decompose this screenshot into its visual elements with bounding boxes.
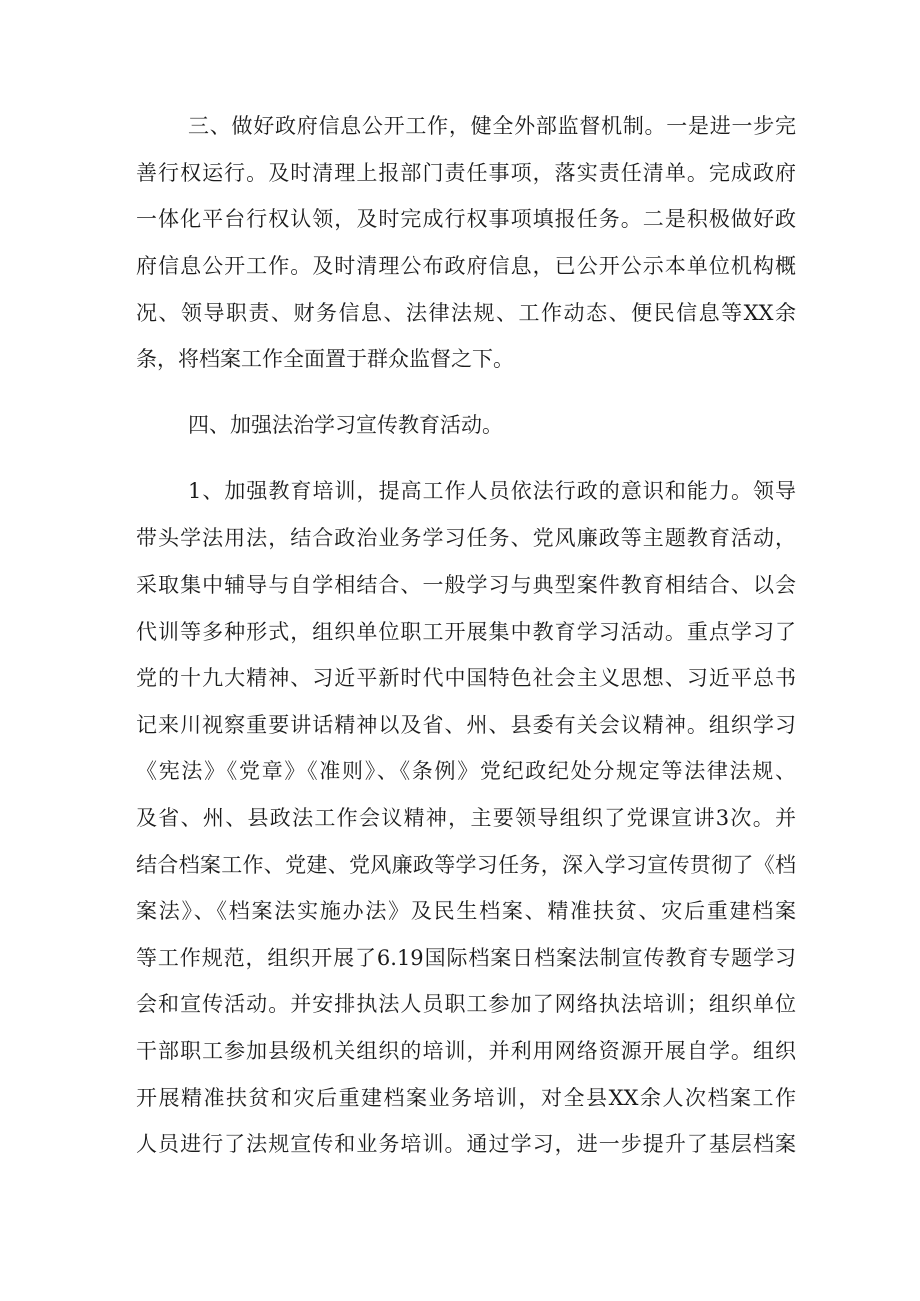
text-line: 代训等多种形式，组织单位职工开展集中教育学习活动。重点学习了 — [136, 620, 796, 644]
text-line: 一体化平台行权认领，及时完成行权事项填报任务。二是积极做好政 — [136, 207, 796, 231]
text-line: 1、加强教育培训，提高工作人员依法行政的意识和能力。领导 — [188, 479, 796, 503]
text-line: 开展精准扶贫和灾后重建档案业务培训，对全县XX余人次档案工作 — [136, 1086, 796, 1110]
text-line: 条，将档案工作全面置于群众监督之下。 — [136, 347, 514, 371]
text-line: 况、领导职责、财务信息、法律法规、工作动态、便民信息等XX余 — [136, 301, 796, 325]
text-line: 会和宣传活动。并安排执法人员职工参加了网络执法培训；组织单位 — [136, 992, 796, 1016]
text-line: 干部职工参加县级机关组织的培训，并利用网络资源开展自学。组织 — [136, 1039, 796, 1063]
text-line: 带头学法用法，结合政治业务学习任务、党风廉政等主题教育活动， — [136, 526, 796, 550]
text-line: 《宪法》《党章》《准则》、《条例》党纪政纪处分规定等法律法规、 — [136, 759, 796, 783]
text-line: 三、做好政府信息公开工作，健全外部监督机制。一是进一步完 — [188, 114, 796, 138]
text-line: 结合档案工作、党建、党风廉政等学习任务，深入学习宣传贯彻了《档 — [136, 853, 796, 877]
text-line: 采取集中辅导与自学相结合、一般学习与典型案件教育相结合、以会 — [136, 573, 796, 597]
text-line: 案法》、《档案法实施办法》及民生档案、精准扶贫、灾后重建档案 — [136, 899, 796, 923]
text-line: 党的十九大精神、习近平新时代中国特色社会主义思想、习近平总书 — [136, 666, 796, 690]
heading-line: 四、加强法治学习宣传教育活动。 — [188, 413, 503, 437]
text-line: 等工作规范，组织开展了6.19国际档案日档案法制宣传教育专题学习 — [136, 946, 796, 970]
text-line: 记来川视察重要讲话精神以及省、州、县委有关会议精神。组织学习 — [136, 713, 796, 737]
text-line: 善行权运行。及时清理上报部门责任事项，落实责任清单。完成政府 — [136, 161, 796, 185]
text-line: 府信息公开工作。及时清理公布政府信息，已公开公示本单位机构概 — [136, 254, 796, 278]
text-line: 人员进行了法规宣传和业务培训。通过学习，进一步提升了基层档案 — [136, 1132, 796, 1156]
text-line: 及省、州、县政法工作会议精神，主要领导组织了党课宣讲3次。并 — [136, 806, 796, 830]
